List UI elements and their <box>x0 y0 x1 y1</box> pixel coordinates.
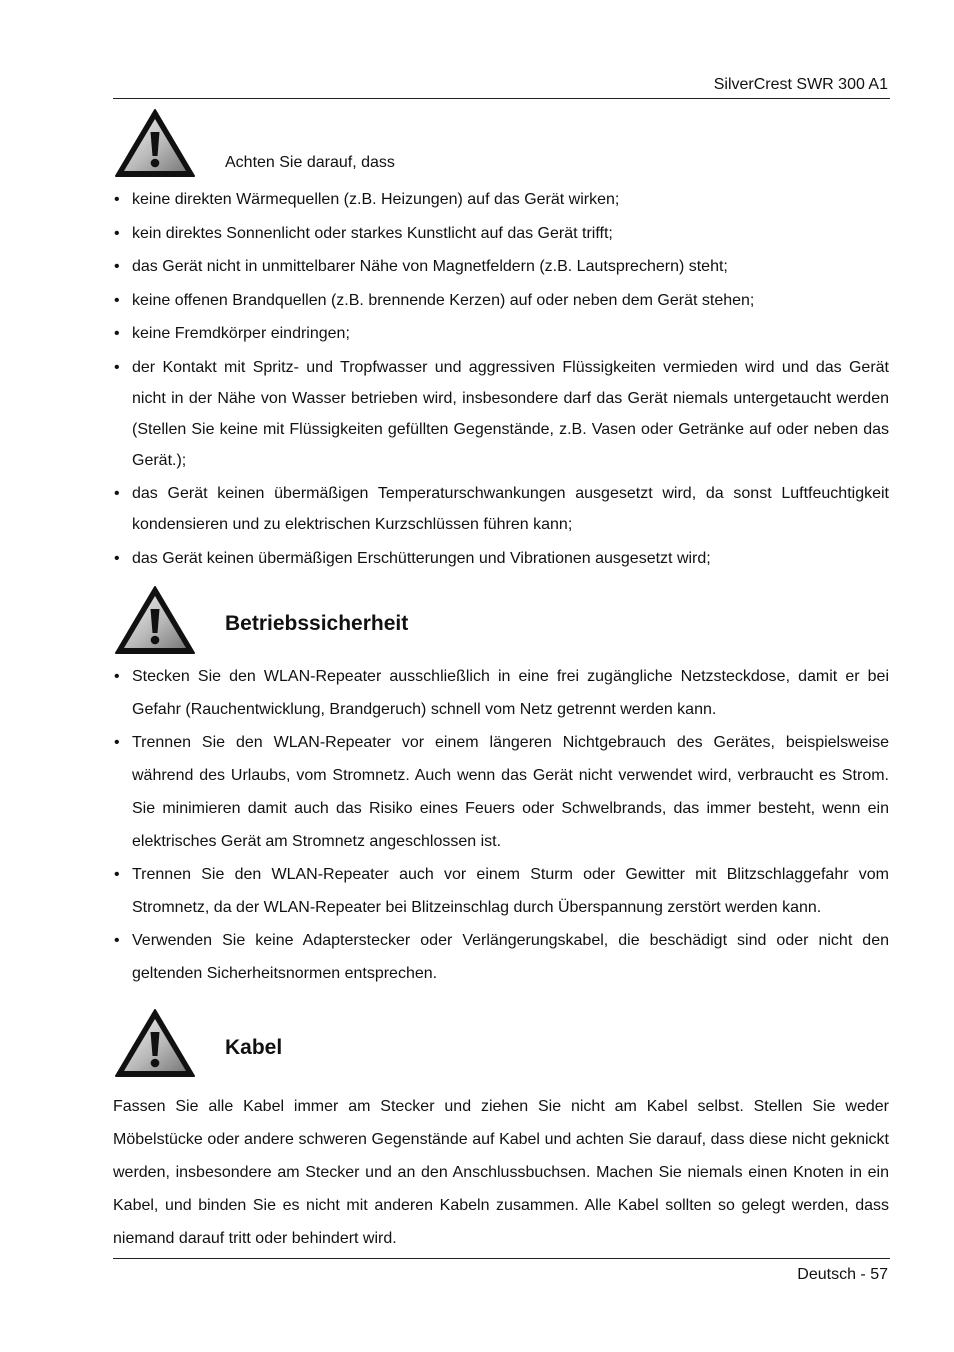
list-item: • das Gerät keinen übermäßigen Erschütterungen und Vibrationen ausgesetzt wird; <box>113 543 889 574</box>
warning-triangle-icon <box>114 108 196 178</box>
kabel-paragraph: Fassen Sie alle Kabel immer am Stecker und ziehen Sie nicht am Kabel selbst. Stellen Sie weder Möbelstücke oder andere schweren Gegenstände auf Kabel und achten Sie darauf, dass diese nicht geknickt werden, insbesondere am Stecker und an den Anschlussbuchsen. Machen Sie niemals einen Knoten in ein Kabel, und binden Sie es nicht mit anderen Kabeln zusammen. Alle Kabel sollten so gelegt werden, dass niemand darauf tritt oder behindert wird. <box>113 1098 889 1247</box>
list-item: • Stecken Sie den WLAN-Repeater ausschließlich in eine frei zugängliche Netzsteckdose, damit er bei Gefahr (Rauchentwicklung, Brandgeruch) schnell vom Netz getrennt werden kann. <box>113 660 889 726</box>
page-footer: Deutsch - 57 <box>797 1266 888 1283</box>
list-item: • keine offenen Brandquellen (z.B. brennende Kerzen) auf oder neben dem Gerät stehen; <box>113 285 889 316</box>
list-item: • der Kontakt mit Spritz- und Tropfwasser und aggressiven Flüssigkeiten vermieden wird und das Gerät nicht in der Nähe von Wasser betrieben wird, insbesondere darf das Gerät niemals untergetaucht werden (Stellen Sie keine mit Flüssigkeiten gefüllten Gegenstände, z.B. Vasen oder Getränke auf oder neben das Gerät.); <box>113 352 889 476</box>
conditions-list <box>113 184 889 576</box>
document-header-title: SilverCrest SWR 300 A1 <box>713 76 888 93</box>
warning-triangle-icon <box>114 1008 196 1078</box>
list-item: • Trennen Sie den WLAN-Repeater vor einem längeren Nichtgebrauch des Gerätes, beispielsweise während des Urlaubs, vom Stromnetz. Auch wenn das Gerät nicht verwendet wird, verbraucht es Strom. Sie minimieren damit auch das Risiko eines Feuers oder Schwelbrands, das immer besteht, wenn ein elektrisches Gerät am Stromnetz angeschlossen ist. <box>113 726 889 858</box>
section-heading-kabel: Kabel <box>225 1036 283 1059</box>
list-item: • kein direktes Sonnenlicht oder starkes Kunstlicht auf das Gerät trifft; <box>113 218 889 249</box>
list-item: • Verwenden Sie keine Adapterstecker oder Verlängerungskabel, die beschädigt sind oder nicht den geltenden Sicherheitsnormen entsprechen. <box>113 924 889 990</box>
safety-list <box>113 660 889 990</box>
footer-divider <box>113 1258 890 1259</box>
list-item: • Trennen Sie den WLAN-Repeater auch vor einem Sturm oder Gewitter mit Blitzschlaggefahr vom Stromnetz, da der WLAN-Repeater bei Blitzeinschlag durch Überspannung zerstört werden kann. <box>113 858 889 924</box>
warning-triangle-icon <box>114 585 196 655</box>
section-heading-betriebssicherheit: Betriebssicherheit <box>225 612 409 635</box>
list-item: • keine Fremdkörper eindringen; <box>113 318 889 349</box>
header-divider <box>113 98 890 99</box>
section1-intro: Achten Sie darauf, dass <box>225 154 395 171</box>
list-item: • keine direkten Wärmequellen (z.B. Heizungen) auf das Gerät wirken; <box>113 184 889 215</box>
list-item: • das Gerät nicht in unmittelbarer Nähe von Magnetfeldern (z.B. Lautsprechern) steht; <box>113 251 889 282</box>
list-item: • das Gerät keinen übermäßigen Temperaturschwankungen ausgesetzt wird, da sonst Luftfeuchtigkeit kondensieren und zu elektrischen Kurzschlüssen führen kann; <box>113 478 889 540</box>
